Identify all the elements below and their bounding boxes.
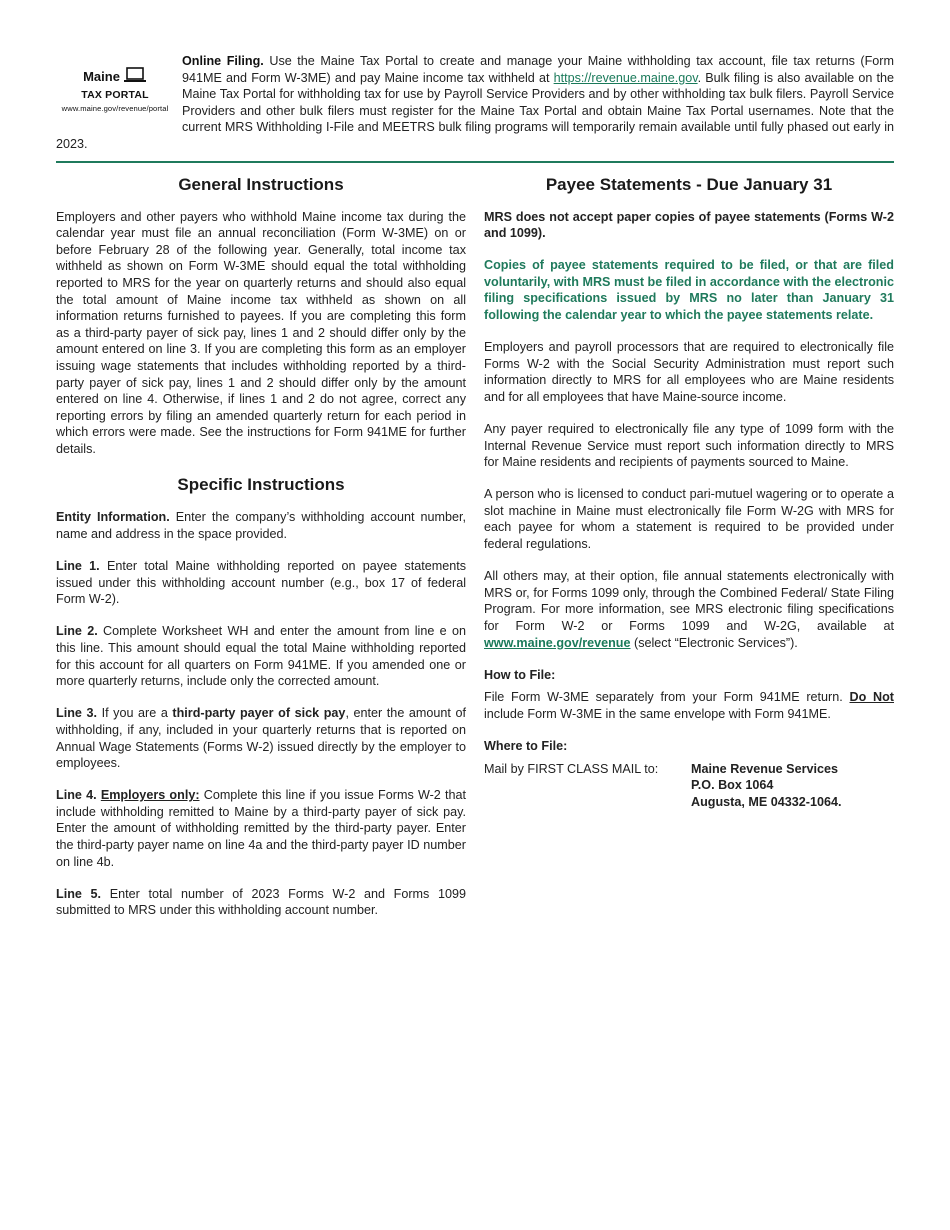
right-column bbox=[484, 175, 894, 935]
electronic-filing-notice: Copies of payee statements required to be filed, or that are filed voluntarily, with MRS must be filed in accordance with the electronic filing specifications issued by MRS no later than January 31 following the calendar year to which the payee statements relate. bbox=[484, 258, 894, 323]
logo-url-text: www.maine.gov/revenue/portal bbox=[61, 103, 169, 113]
online-filing-paragraph bbox=[56, 53, 894, 153]
line-5-lead: Line 5. bbox=[56, 886, 102, 901]
do-not-emphasis: Do Not bbox=[849, 690, 894, 705]
line-4-text: Complete this line if you issue Forms W-2 that include withholding remitted to Maine by a third-party payer of sick pay. Enter the amount of withholding remitted by the third-party payer. Enter the third-party payer name on line 4a and the third-party payer ID number on line 4b. bbox=[56, 788, 467, 869]
online-filing-text-1: Use the Maine Tax Portal to create and manage your Maine withholding tax account, file tax returns (Form 941ME and Form W-3ME) and pay Maine income tax withheld at bbox=[182, 54, 894, 85]
optional-filing-paragraph bbox=[484, 568, 894, 651]
how-to-file-heading: How to File: bbox=[484, 667, 556, 682]
address-line-3: Augusta, ME 04332-1064. bbox=[691, 794, 842, 809]
how-to-file-text-pre: File Form W-3ME separately from your Form 941ME return. bbox=[484, 690, 850, 705]
how-to-file-text-post: include Form W-3ME in the same envelope with Form 941ME. bbox=[484, 706, 831, 721]
form-1099-reporting-paragraph: Any payer required to electronically file any type of 1099 form with the Internal Revenue Service must report such information directly to MRS for Maine residents and recipients of payments sourced to Maine. bbox=[484, 422, 894, 470]
line-1-paragraph bbox=[56, 558, 466, 608]
left-column bbox=[56, 175, 466, 935]
entity-information-text: Enter the company’s withholding account number, name and address in the space provided. bbox=[56, 510, 466, 542]
line-3-text-post: , enter the amount of withholding, if any, included in your quarterly returns that is reported on Annual Wage Statements (Forms W-2) issued directly by the employer to employees. bbox=[56, 706, 466, 771]
line-3-text-pre: If you are a bbox=[96, 706, 173, 721]
payee-statements-heading: Payee Statements - Due January 31 bbox=[545, 174, 833, 194]
line-1-text: Enter total Maine withholding reported on payee statements issued under this withholding account number (e.g., box 17 of federal Form W-2). bbox=[56, 559, 466, 607]
line-4-employers-only: Employers only: bbox=[100, 788, 200, 803]
line-2-lead: Line 2. bbox=[56, 624, 98, 639]
line-4-paragraph bbox=[56, 787, 466, 870]
entity-information-paragraph bbox=[56, 509, 466, 542]
line-5-paragraph bbox=[56, 886, 466, 919]
line-2-paragraph bbox=[56, 623, 466, 689]
maine-revenue-link[interactable]: www.maine.gov/revenue bbox=[484, 635, 631, 650]
line-4-lead: Line 4. bbox=[56, 788, 97, 803]
instructions-page bbox=[56, 53, 894, 934]
online-filing-lead: Online Filing. bbox=[182, 54, 264, 68]
logo-maine-text: Maine bbox=[83, 69, 120, 85]
logo-tax-portal-text: TAX PORTAL bbox=[81, 88, 149, 101]
line-3-paragraph bbox=[56, 705, 466, 771]
line-3-bold-term: third-party payer of sick pay bbox=[172, 706, 346, 721]
mail-label: Mail by FIRST CLASS MAIL to: bbox=[484, 761, 659, 776]
maine-tax-portal-logo bbox=[56, 65, 174, 125]
mailing-address-block bbox=[484, 761, 894, 811]
line-2-text: Complete Worksheet WH and enter the amount from line e on this line. This amount should equal the total Maine withholding reported for this account for all quarters on Form 941ME. If you amended one or more quarterly returns, include only the corrected amount. bbox=[56, 624, 466, 689]
where-to-file-heading: Where to File: bbox=[484, 738, 568, 753]
line-5-text: Enter total number of 2023 Forms W-2 and Forms 1099 submitted to MRS under this withholding account number. bbox=[56, 886, 467, 918]
entity-information-lead: Entity Information. bbox=[56, 510, 170, 525]
how-to-file-paragraph bbox=[484, 689, 894, 722]
section-divider bbox=[56, 161, 894, 163]
optional-filing-text: All others may, at their option, file annual statements electronically with MRS or, for Forms 1099 only, through the Combined Federal/ State Filing Program. For more information, see MRS electronic filing specifications for Form W-2 or Forms 1099 and W-2G, available at bbox=[484, 569, 894, 633]
paper-copies-notice: MRS does not accept paper copies of payee statements (Forms W-2 and 1099). bbox=[484, 209, 894, 241]
online-filing-section bbox=[56, 53, 894, 163]
mailing-address bbox=[691, 761, 842, 811]
line-3-lead: Line 3. bbox=[56, 706, 97, 721]
specific-instructions-heading: Specific Instructions bbox=[177, 475, 345, 495]
laptop-icon bbox=[123, 67, 147, 88]
address-line-1: Maine Revenue Services bbox=[691, 761, 839, 776]
general-instructions-paragraph: Employers and other payers who withhold Maine income tax during the calendar year must file an annual reconciliation (Form W-3ME) on or before February 28 of the following year. Generally, total income tax withheld as shown on Form W-3ME should equal the total withholding reported to MRS for the year on quarterly returns and should also equal the total amount of Maine income tax withheld as shown on all information returns furnished to payees. If you are completing this form as a third-party payer of sick pay, lines 1 and 2 should differ only by the amount entered on line 3. If you are completing this form as an employer issuing wage statements that includes withholding reported by a third-party payer of sick pay, lines 1 and 2 should differ only by the amount entered on line 4. Otherwise, if lines 1 and 2 do not agree, correct any reporting errors by filing an amended quarterly return for each period in which errors were made. See the instructions for Form 941ME for further details. bbox=[56, 209, 466, 456]
revenue-portal-link[interactable]: https://revenue.maine.gov bbox=[553, 70, 698, 85]
w2g-reporting-paragraph: A person who is licensed to conduct pari-mutuel wagering or to operate a slot machine in Maine must electronically file Form W-2G with MRS for each payee for whom a statement is required to be provided under federal regulations. bbox=[484, 487, 894, 552]
w2-reporting-paragraph: Employers and payroll processors that are required to electronically file Forms W-2 with the Social Security Administration must report such information directly to MRS for all employees who are Maine residents and for all employees that have Maine-source income. bbox=[484, 340, 894, 404]
online-filing-text-2: . Bulk filing is also available on the Maine Tax Portal for withholding tax for use by Payroll Service Providers and by other withholding tax bulk filers. Payroll Service Providers and other bulk filers must register for the Maine Tax Portal and obtain Maine Tax Portal usernames. Note that the current MRS Withholding I-File and MEETRS bulk filing programs will temporarily remain available until fully phased out early in 2023. bbox=[56, 70, 894, 151]
two-column-body bbox=[56, 175, 894, 935]
general-instructions-heading: General Instructions bbox=[178, 174, 344, 194]
optional-filing-tail: (select “Electronic Services”). bbox=[630, 635, 798, 650]
address-line-2: P.O. Box 1064 bbox=[691, 778, 774, 793]
line-1-lead: Line 1. bbox=[56, 559, 100, 574]
